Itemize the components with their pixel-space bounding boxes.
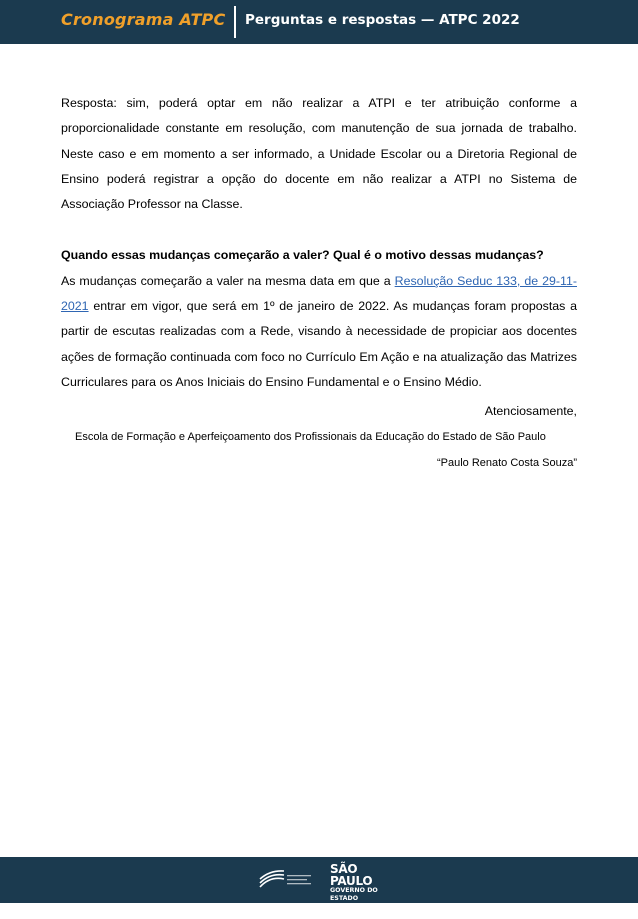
signatory-name: “Paulo Renato Costa Souza” [436,457,577,469]
page-header [0,0,638,44]
efape-logo-icon [258,867,314,893]
header-right-title: Perguntas e respostas — ATPC 2022 [245,12,520,28]
answer-paragraph-2 [61,269,577,395]
sp-logo-subtitle: GOVERNO DO ESTADO [330,887,378,902]
closing-text: Atenciosamente, [484,404,577,418]
header-left-title: Cronograma ATPC [61,10,226,29]
answer-text-before: As mudanças começarão a valer na mesma data em que a [61,273,395,288]
sp-logo-title: SÃO PAULO [330,862,373,888]
page-footer [0,857,638,918]
document-body [61,91,577,395]
sp-logo-secretaria: | SECRETARIA DA EDUCAÇÃO [330,904,373,918]
question-heading: Quando essas mudanças começarão a valer? Qual é o motivo dessas mudanças? [61,248,544,263]
school-name: Escola de Formação e Aperfeiçoamento dos Profissionais da Educação do Estado de São Paulo [75,431,546,443]
answer-paragraph-1: Resposta: sim, poderá optar em não realizar a ATPI e ter atribuição conforme a proporcionalidade constante em resolução, com manutenção de sua jornada de trabalho. Neste caso e em momento a ser informado, a Unidade Escolar ou a Diretoria Regional de Ensino poderá registrar a opção do docente em não realizar a ATPI no Sistema de Associação Professor na Classe. [61,96,577,212]
answer-text-after: entrar em vigor, que será em 1º de janeiro de 2022. As mudanças foram propostas a partir de escutas realizadas com a Rede, visando à necessidade de propiciar aos docentes ações de formação continuada com foco no Currículo Em Ação e na atualização das Matrizes Curriculares para os Anos Iniciais do Ensino Fundamental e o Ensino Médio. [61,299,577,389]
sao-paulo-government-logo [330,862,390,918]
header-divider [234,6,236,38]
resolution-link[interactable]: Resolução Seduc 133, de 29-11-2021 [61,273,577,314]
